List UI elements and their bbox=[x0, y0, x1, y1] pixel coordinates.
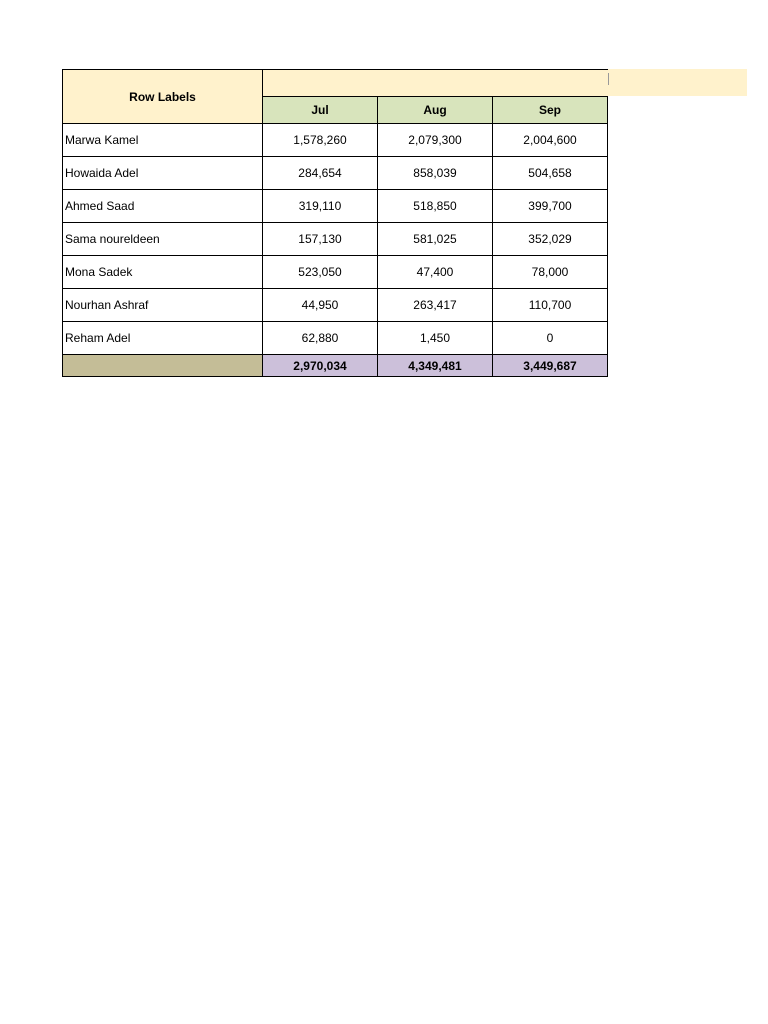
table-row bbox=[63, 190, 608, 223]
row-label[interactable]: Reham Adel bbox=[63, 322, 263, 355]
row-label[interactable]: Marwa Kamel bbox=[63, 124, 263, 157]
table-row bbox=[63, 223, 608, 256]
table-row bbox=[63, 289, 608, 322]
value-cell[interactable]: 523,050 bbox=[263, 256, 378, 289]
value-cell[interactable]: 284,654 bbox=[263, 157, 378, 190]
value-cell[interactable]: 504,658 bbox=[493, 157, 608, 190]
value-cell[interactable]: 0 bbox=[493, 322, 608, 355]
table-row bbox=[63, 124, 608, 157]
table-row bbox=[63, 322, 608, 355]
value-cell[interactable]: 44,950 bbox=[263, 289, 378, 322]
value-cell[interactable]: 581,025 bbox=[378, 223, 493, 256]
row-label[interactable]: Nourhan Ashraf bbox=[63, 289, 263, 322]
value-cell[interactable]: 263,417 bbox=[378, 289, 493, 322]
month-header-jul[interactable]: Jul bbox=[263, 97, 378, 124]
value-cell[interactable]: 399,700 bbox=[493, 190, 608, 223]
value-cell[interactable]: 62,880 bbox=[263, 322, 378, 355]
column-labels-header[interactable] bbox=[263, 70, 608, 97]
grand-total-sep[interactable]: 3,449,687 bbox=[493, 355, 608, 377]
pivot-table bbox=[62, 69, 608, 377]
grand-total-label[interactable] bbox=[63, 355, 263, 377]
value-cell[interactable]: 1,450 bbox=[378, 322, 493, 355]
row-label[interactable]: Ahmed Saad bbox=[63, 190, 263, 223]
value-cell[interactable]: 518,850 bbox=[378, 190, 493, 223]
value-cell[interactable]: 352,029 bbox=[493, 223, 608, 256]
table-row bbox=[63, 157, 608, 190]
row-label[interactable]: Mona Sadek bbox=[63, 256, 263, 289]
table-row bbox=[63, 256, 608, 289]
value-cell[interactable]: 319,110 bbox=[263, 190, 378, 223]
value-cell[interactable]: 157,130 bbox=[263, 223, 378, 256]
grand-total-jul[interactable]: 2,970,034 bbox=[263, 355, 378, 377]
value-cell[interactable]: 110,700 bbox=[493, 289, 608, 322]
grand-total-row bbox=[63, 355, 608, 377]
row-label[interactable]: Sama noureldeen bbox=[63, 223, 263, 256]
pivot-header-row bbox=[63, 70, 608, 97]
value-cell[interactable]: 858,039 bbox=[378, 157, 493, 190]
row-label[interactable]: Howaida Adel bbox=[63, 157, 263, 190]
value-cell[interactable]: 1,578,260 bbox=[263, 124, 378, 157]
value-cell[interactable]: 2,004,600 bbox=[493, 124, 608, 157]
value-cell[interactable]: 78,000 bbox=[493, 256, 608, 289]
month-header-sep[interactable]: Sep bbox=[493, 97, 608, 124]
value-cell[interactable]: 47,400 bbox=[378, 256, 493, 289]
value-cell[interactable]: 2,079,300 bbox=[378, 124, 493, 157]
grand-total-aug[interactable]: 4,349,481 bbox=[378, 355, 493, 377]
month-header-aug[interactable]: Aug bbox=[378, 97, 493, 124]
row-labels-header[interactable]: Row Labels bbox=[63, 70, 263, 124]
